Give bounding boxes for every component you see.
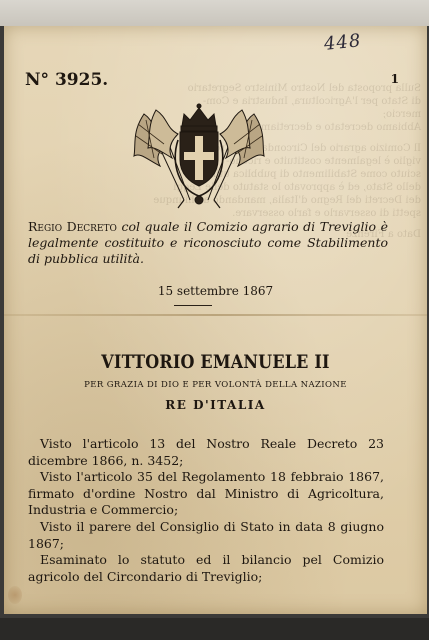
bleed-line: Il Comizio agrario del Circondario di Tre- bbox=[210, 143, 421, 154]
bleed-line: Dato a Firenze bbox=[346, 229, 421, 240]
bleed-line: Abbiamo decretato e decretiamo: bbox=[251, 122, 421, 133]
decree-body bbox=[28, 436, 384, 585]
bleed-line: viglio è legalmente costituito e ricono- bbox=[226, 156, 421, 167]
handwritten-number: 448 bbox=[322, 30, 362, 55]
savoy-coat-of-arms-icon bbox=[124, 100, 274, 210]
decree-number: N° 3925. bbox=[25, 70, 109, 90]
decree-title-lead: Regio Decreto bbox=[28, 219, 117, 234]
king-name: VITTORIO EMANUELE II bbox=[101, 350, 330, 373]
bleed-line: dei Decreti del Regno d'Italia, mandando a chiunque bbox=[153, 195, 421, 206]
bleed-line: sciuto come Stabilimento di pubblica utilità, bbox=[196, 169, 421, 180]
page-number: 1 bbox=[390, 72, 399, 86]
paper-stain bbox=[8, 586, 22, 604]
document-page bbox=[4, 26, 427, 614]
decree-date: 15 settembre 1867 bbox=[157, 284, 274, 298]
scan-backdrop-bottom bbox=[0, 618, 429, 640]
recital-paragraph: Visto il parere del Consiglio di Stato in data 8 giugno 1867; bbox=[28, 518, 384, 551]
scan-backdrop-top bbox=[0, 0, 429, 26]
royal-title: RE D'ITALIA bbox=[165, 398, 266, 412]
bleed-line: di Stato per l'Agricoltura, Industria e Com- bbox=[202, 96, 421, 107]
paper-fold bbox=[4, 314, 427, 316]
bleed-line: Sulla proposta del Nostro Ministro Segretario bbox=[187, 83, 421, 94]
grace-line: PER GRAZIA DI DIO E PER VOLONTÀ DELLA NAZIONE bbox=[84, 380, 347, 390]
recital-paragraph: Esaminato lo statuto ed il bilancio pel Comizio agricolo del Circondario di Treviglio; bbox=[28, 552, 384, 584]
bleed-line: mercio; bbox=[382, 109, 421, 120]
bleed-line: spetti di osservarlo e farlo osservare. bbox=[232, 208, 421, 219]
recital-paragraph: Visto l'articolo 35 del Regolamento 18 febbraio 1867, firmato d'ordine Nostro dal Ministro di Agricoltura, Industria e Commercio; bbox=[28, 469, 384, 518]
decree-title bbox=[28, 219, 388, 267]
recital-paragraph: Visto l'articolo 13 del Nostro Reale Decreto 23 dicembre 1866, n. 3452; bbox=[28, 436, 384, 468]
bleed-line: dello Stato, ed è approvato lo statuto delle Leggi bbox=[173, 182, 421, 193]
decree-title-rest: col quale il Comizio agrario di Treviglio è legalmente costituito e riconosciuto come Stabilimento di pubblica utilità. bbox=[28, 219, 388, 266]
divider bbox=[174, 305, 212, 306]
